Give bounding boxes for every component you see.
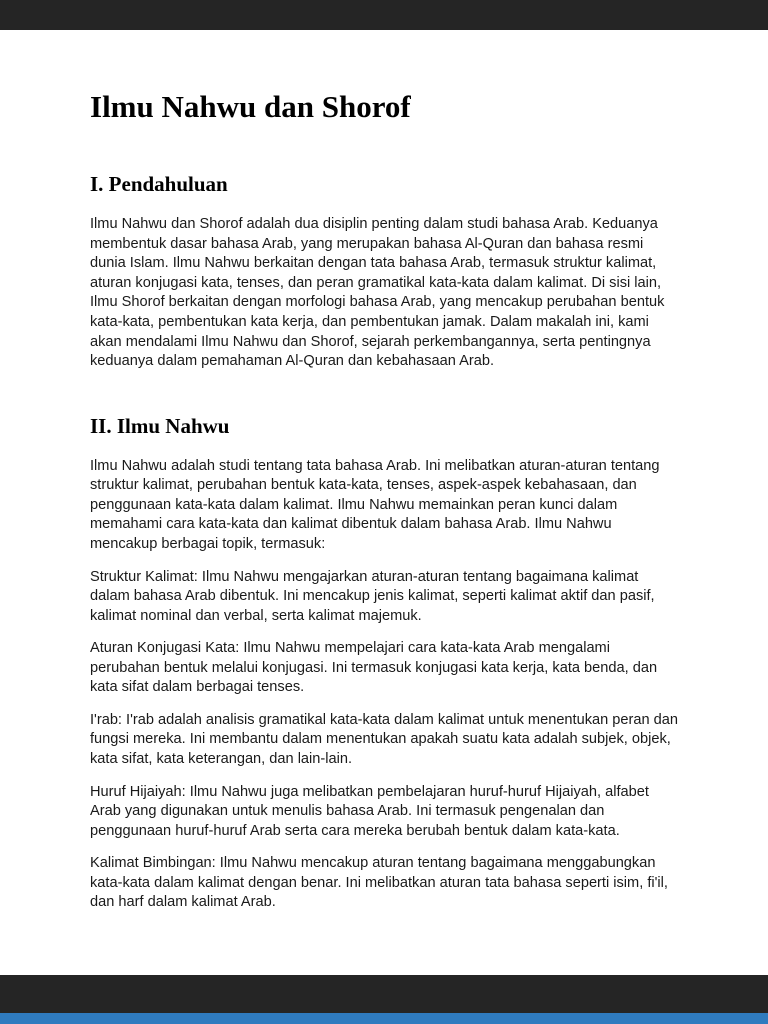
bottom-accent-strip xyxy=(0,1013,768,1024)
paragraph-aturan-konjugasi: Aturan Konjugasi Kata: Ilmu Nahwu mempelajari cara kata-kata Arab mengalami perubahan bentuk melalui konjugasi. Ini termasuk konjugasi kata kerja, kata benda, dan kata sifat dalam berbagai tenses. xyxy=(90,640,658,696)
paragraph-huruf-hijaiyah: Huruf Hijaiyah: Ilmu Nahwu juga melibatkan pembelajaran huruf-huruf Hijaiyah, alfabet Arab yang digunakan untuk menulis bahasa Arab. Ini termasuk pengenalan dan penggunaan huruf-huruf Arab serta cara mereka berubah bentuk dalam kata-kata. xyxy=(90,783,649,839)
paragraph-struktur-kalimat: Struktur Kalimat: Ilmu Nahwu mengajarkan aturan-aturan tentang bagaimana kalimat dalam bahasa Arab dibentuk. Ini mencakup jenis kalimat, seperti kalimat aktif dan pasif, kalimat nominal dan verbal, serta kalimat majemuk. xyxy=(90,568,655,624)
document-page xyxy=(0,30,768,975)
section-heading-ilmu-nahwu: II. Ilmu Nahwu xyxy=(90,413,230,438)
paragraph-irab: I'rab: I'rab adalah analisis gramatikal kata-kata dalam kalimat untuk menentukan peran dan fungsi mereka. Ini membantu dalam menentukan apakah suatu kata adalah subjek, objek, kata sifat, kata keterangan, dan lain-lain. xyxy=(90,711,679,767)
viewer-bottom-bar xyxy=(0,975,768,1024)
paragraph-kalimat-bimbingan: Kalimat Bimbingan: Ilmu Nahwu mencakup aturan tentang bagaimana menggabungkan kata-kata dalam kalimat dengan benar. Ini melibatkan aturan tata bahasa seperti isim, fi'il, dan harf dalam kalimat Arab. xyxy=(90,855,668,911)
section-heading-pendahuluan: I. Pendahuluan xyxy=(90,172,228,197)
document-title: Ilmu Nahwu dan Shorof xyxy=(90,89,411,124)
paragraph-pendahuluan-1: Ilmu Nahwu dan Shorof adalah dua disiplin penting dalam studi bahasa Arab. Keduanya membentuk dasar bahasa Arab, yang merupakan bahasa Al-Quran dan bahasa resmi dunia Islam. Ilmu Nahwu berkaitan dengan tata bahasa Arab, termasuk struktur kalimat, aturan konjugasi kata, tenses, dan peran gramatikal kata-kata dalam kalimat. Di sisi lain, Ilmu Shorof berkaitan dengan morfologi bahasa Arab, yang mencakup perubahan bentuk kata-kata, pembentukan kata kerja, dan pembentukan jamak. Dalam makalah ini, kami akan mendalami Ilmu Nahwu dan Shorof, sejarah perkembangannya, serta pentingnya keduanya dalam pemahaman Al-Quran dan kebahasaan Arab. xyxy=(90,216,665,370)
viewer-top-bar xyxy=(0,0,768,30)
paragraph-ilmu-nahwu-intro: Ilmu Nahwu adalah studi tentang tata bahasa Arab. Ini melibatkan aturan-aturan tentang struktur kalimat, perubahan bentuk kata-kata, tenses, aspek-aspek kebahasaan, dan penggunaan kata-kata dalam kalimat. Ilmu Nahwu memainkan peran kunci dalam memahami cara kata-kata dan kalimat dibentuk dalam bahasa Arab. Ilmu Nahwu mencakup berbagai topik, termasuk: xyxy=(90,457,660,553)
